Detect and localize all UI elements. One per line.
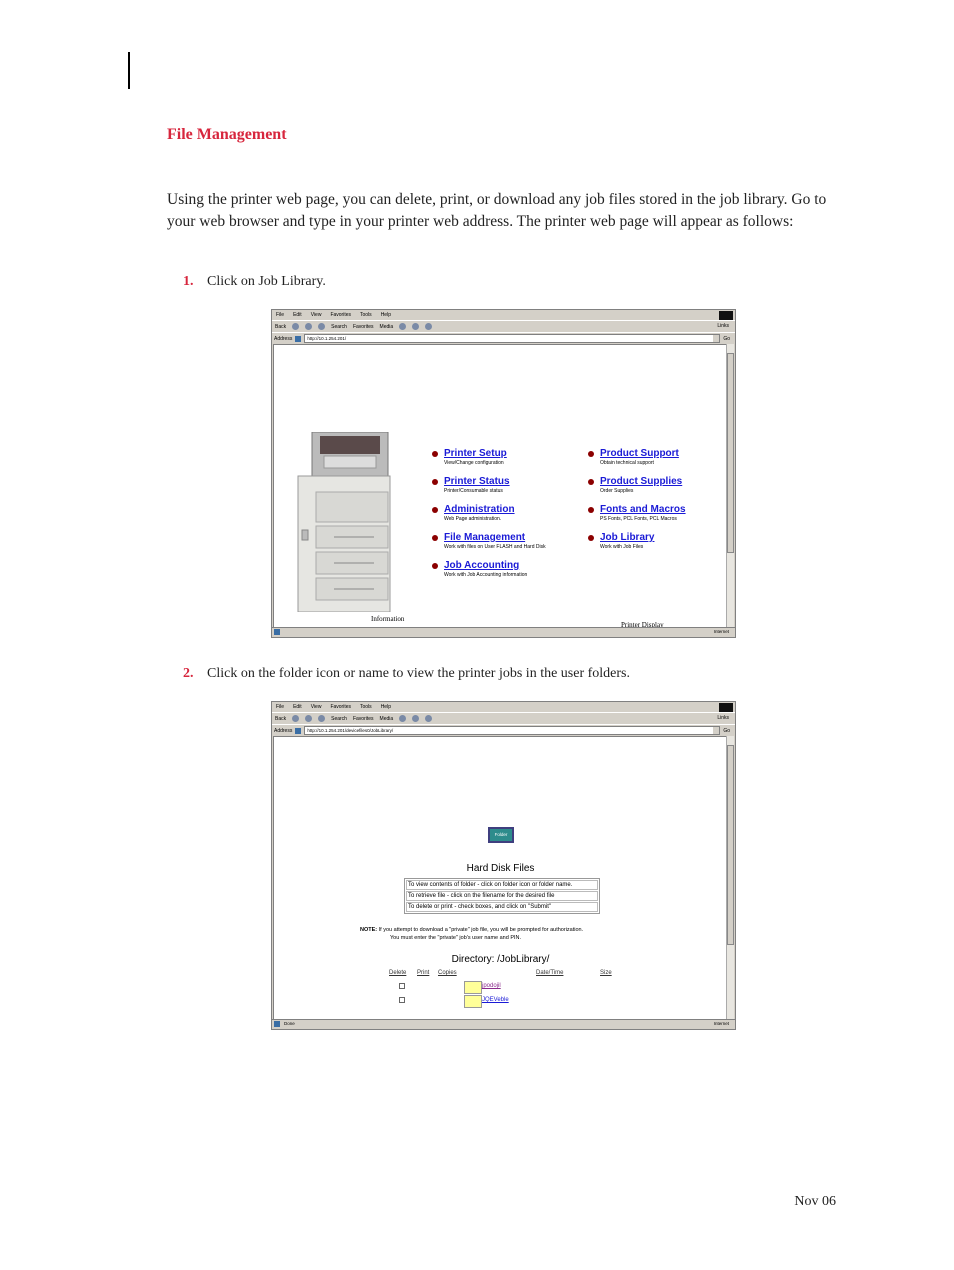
folder-button[interactable]: Folder xyxy=(488,827,514,843)
bullet-icon xyxy=(588,479,594,485)
menu-tools[interactable]: Tools xyxy=(360,312,372,318)
search-button[interactable]: Search xyxy=(331,715,347,722)
back-button[interactable]: Back xyxy=(275,715,287,722)
browser-window-home xyxy=(271,309,736,638)
link-title[interactable]: Fonts and Macros xyxy=(600,504,686,515)
link-desc: Obtain technical support xyxy=(600,460,654,466)
link-desc: Printer/Consumable status xyxy=(444,488,503,494)
link-desc: View/Change configuration xyxy=(444,460,504,466)
scrollbar-thumb[interactable] xyxy=(727,353,734,553)
directory-heading: Directory: /JobLibrary/ xyxy=(451,954,550,965)
link-desc: Work with Job Accounting information xyxy=(444,572,528,578)
link-title[interactable]: File Management xyxy=(444,532,526,543)
stop-icon[interactable] xyxy=(292,323,299,330)
page-content xyxy=(273,344,728,628)
media-button[interactable]: Media xyxy=(379,323,394,330)
menu-item-fonts-and-macros[interactable] xyxy=(600,504,686,522)
home-icon[interactable] xyxy=(318,715,325,722)
vertical-scrollbar[interactable] xyxy=(726,344,734,628)
table-row xyxy=(274,995,727,1007)
links-label[interactable]: Links xyxy=(717,715,729,721)
menu-view[interactable]: View xyxy=(310,312,322,318)
step-number: 2. xyxy=(183,666,194,681)
printer-image xyxy=(294,432,394,612)
folder-link[interactable]: JQEVeble xyxy=(482,997,509,1003)
address-bar xyxy=(272,724,735,736)
link-title[interactable]: Printer Status xyxy=(444,476,510,487)
folder-link[interactable]: jpodojil xyxy=(482,983,501,989)
folder-icon[interactable] xyxy=(464,995,482,1008)
menu-help[interactable]: Help xyxy=(380,312,391,318)
menu-file[interactable]: File xyxy=(276,704,285,710)
delete-checkbox[interactable] xyxy=(399,983,405,989)
printer-display-heading: Printer Display xyxy=(621,621,664,628)
link-desc: Web Page administration. xyxy=(444,516,502,522)
delete-checkbox[interactable] xyxy=(399,997,405,1003)
address-label: Address xyxy=(274,335,293,342)
bullet-icon xyxy=(432,507,438,513)
bullet-icon xyxy=(588,451,594,457)
menu-edit[interactable]: Edit xyxy=(293,312,302,318)
link-title[interactable]: Printer Setup xyxy=(444,448,507,459)
page-content xyxy=(273,736,728,1020)
menu-item-product-support[interactable] xyxy=(600,448,679,466)
instruction-row: To delete or print - check boxes, and click on "Submit" xyxy=(406,902,598,912)
menu-help[interactable]: Help xyxy=(380,704,391,710)
history-icon[interactable] xyxy=(399,323,406,330)
ie-status-icon xyxy=(274,1021,280,1027)
menu-item-printer-setup[interactable] xyxy=(444,448,507,466)
links-label[interactable]: Links xyxy=(717,323,729,329)
note-label: NOTE: xyxy=(360,927,378,933)
bullet-icon xyxy=(588,535,594,541)
home-icon[interactable] xyxy=(318,323,325,330)
menu-item-file-management[interactable] xyxy=(444,532,546,550)
note-line-1: If you attempt to download a "private" job file, you will be prompted for authorization. xyxy=(378,927,584,933)
menu-file[interactable]: File xyxy=(276,312,285,318)
ie-page-icon xyxy=(295,728,301,734)
step-1 xyxy=(183,274,326,290)
address-bar xyxy=(272,332,735,344)
col-copies[interactable]: Copies xyxy=(438,970,457,976)
mail-icon[interactable] xyxy=(412,323,419,330)
print-icon[interactable] xyxy=(425,323,432,330)
link-desc: Work with files on User FLASH and Hard Disk xyxy=(444,544,546,550)
chevron-down-icon[interactable] xyxy=(713,727,719,734)
history-icon[interactable] xyxy=(399,715,406,722)
menu-view[interactable]: View xyxy=(310,704,322,710)
address-url: http://10.1.254.201/ xyxy=(307,336,347,341)
browser-window-job-library xyxy=(271,701,736,1030)
instruction-row: To retrieve file - click on the filename for the desired file xyxy=(406,891,598,901)
toolbar xyxy=(272,320,735,332)
refresh-icon[interactable] xyxy=(305,715,312,722)
vertical-scrollbar[interactable] xyxy=(726,736,734,1020)
link-title[interactable]: Job Library xyxy=(600,532,655,543)
menu-bar xyxy=(272,702,735,712)
instruction-row: To view contents of folder - click on folder icon or folder name. xyxy=(406,880,598,890)
link-title[interactable]: Product Supplies xyxy=(600,476,683,487)
link-title[interactable]: Job Accounting xyxy=(444,560,520,571)
status-bar xyxy=(272,1019,735,1029)
link-title[interactable]: Product Support xyxy=(600,448,679,459)
col-delete[interactable]: Delete xyxy=(389,970,407,976)
refresh-icon[interactable] xyxy=(305,323,312,330)
col-size[interactable]: Size xyxy=(600,970,612,976)
step-text: Click on the folder icon or name to view the printer jobs in the user folders. xyxy=(207,666,631,681)
ie-status-icon xyxy=(274,629,280,635)
bullet-icon xyxy=(432,535,438,541)
menu-favorites[interactable]: Favorites xyxy=(330,312,351,318)
menu-item-job-library[interactable] xyxy=(600,532,654,550)
change-bar xyxy=(128,52,130,89)
menu-bar xyxy=(272,310,735,320)
intro-paragraph: Using the printer web page, you can delete, print, or download any job files stored in the job library. Go to your web browser and type in your printer web address. The printer web page will appear as follows: xyxy=(167,191,827,230)
footer-date: Nov 06 xyxy=(794,1194,836,1209)
back-button[interactable]: Back xyxy=(275,323,287,330)
go-button[interactable]: Go xyxy=(723,335,731,342)
favorites-button[interactable]: Favorites xyxy=(352,323,374,330)
table-row xyxy=(274,981,727,993)
information-heading: Information xyxy=(371,615,405,623)
note-text xyxy=(360,926,583,942)
link-desc: Work with Job Files xyxy=(600,544,644,550)
col-print[interactable]: Print xyxy=(417,970,430,976)
menu-favorites[interactable]: Favorites xyxy=(330,704,351,710)
bullet-icon xyxy=(432,451,438,457)
bullet-icon xyxy=(432,563,438,569)
note-line-2: You must enter the "private" job's user name and PIN. xyxy=(390,935,522,941)
windows-logo-icon xyxy=(719,703,733,712)
windows-logo-icon xyxy=(719,311,733,320)
link-desc: PS Fonts, PCL Fonts, PCL Macros xyxy=(600,516,677,522)
address-url: http://10.1.254.201/devicefiles0/JobLibrary/ xyxy=(307,728,394,733)
section-title: File Management xyxy=(167,126,287,143)
security-zone: Internet xyxy=(713,629,729,634)
menu-tools[interactable]: Tools xyxy=(360,704,372,710)
menu-item-printer-status[interactable] xyxy=(444,476,510,494)
bullet-icon xyxy=(588,507,594,513)
menu-item-job-accounting[interactable] xyxy=(444,560,527,578)
status-text: Done xyxy=(284,1021,295,1026)
go-button[interactable]: Go xyxy=(723,727,731,734)
toolbar xyxy=(272,712,735,724)
search-button[interactable]: Search xyxy=(331,323,347,330)
address-label: Address xyxy=(274,727,293,734)
print-icon[interactable] xyxy=(425,715,432,722)
folder-icon[interactable] xyxy=(464,981,482,994)
menu-edit[interactable]: Edit xyxy=(293,704,302,710)
hard-disk-title: Hard Disk Files xyxy=(466,863,535,874)
mail-icon[interactable] xyxy=(412,715,419,722)
menu-item-administration[interactable] xyxy=(444,504,515,522)
ie-page-icon xyxy=(295,336,301,342)
address-input[interactable] xyxy=(304,334,720,343)
bullet-icon xyxy=(432,479,438,485)
status-bar xyxy=(272,627,735,637)
step-2 xyxy=(183,666,630,682)
col-date-time[interactable]: Date/Time xyxy=(536,970,564,976)
favorites-button[interactable]: Favorites xyxy=(352,715,374,722)
step-text: Click on Job Library. xyxy=(207,274,326,289)
security-zone: Internet xyxy=(713,1021,729,1026)
scrollbar-thumb[interactable] xyxy=(727,745,734,945)
address-input[interactable] xyxy=(304,726,720,735)
link-title[interactable]: Administration xyxy=(444,504,515,515)
stop-icon[interactable] xyxy=(292,715,299,722)
chevron-down-icon[interactable] xyxy=(713,335,719,342)
instructions-table xyxy=(404,878,600,914)
media-button[interactable]: Media xyxy=(379,715,394,722)
menu-item-product-supplies[interactable] xyxy=(600,476,682,494)
link-desc: Order Supplies xyxy=(600,488,634,494)
step-number: 1. xyxy=(183,274,194,289)
